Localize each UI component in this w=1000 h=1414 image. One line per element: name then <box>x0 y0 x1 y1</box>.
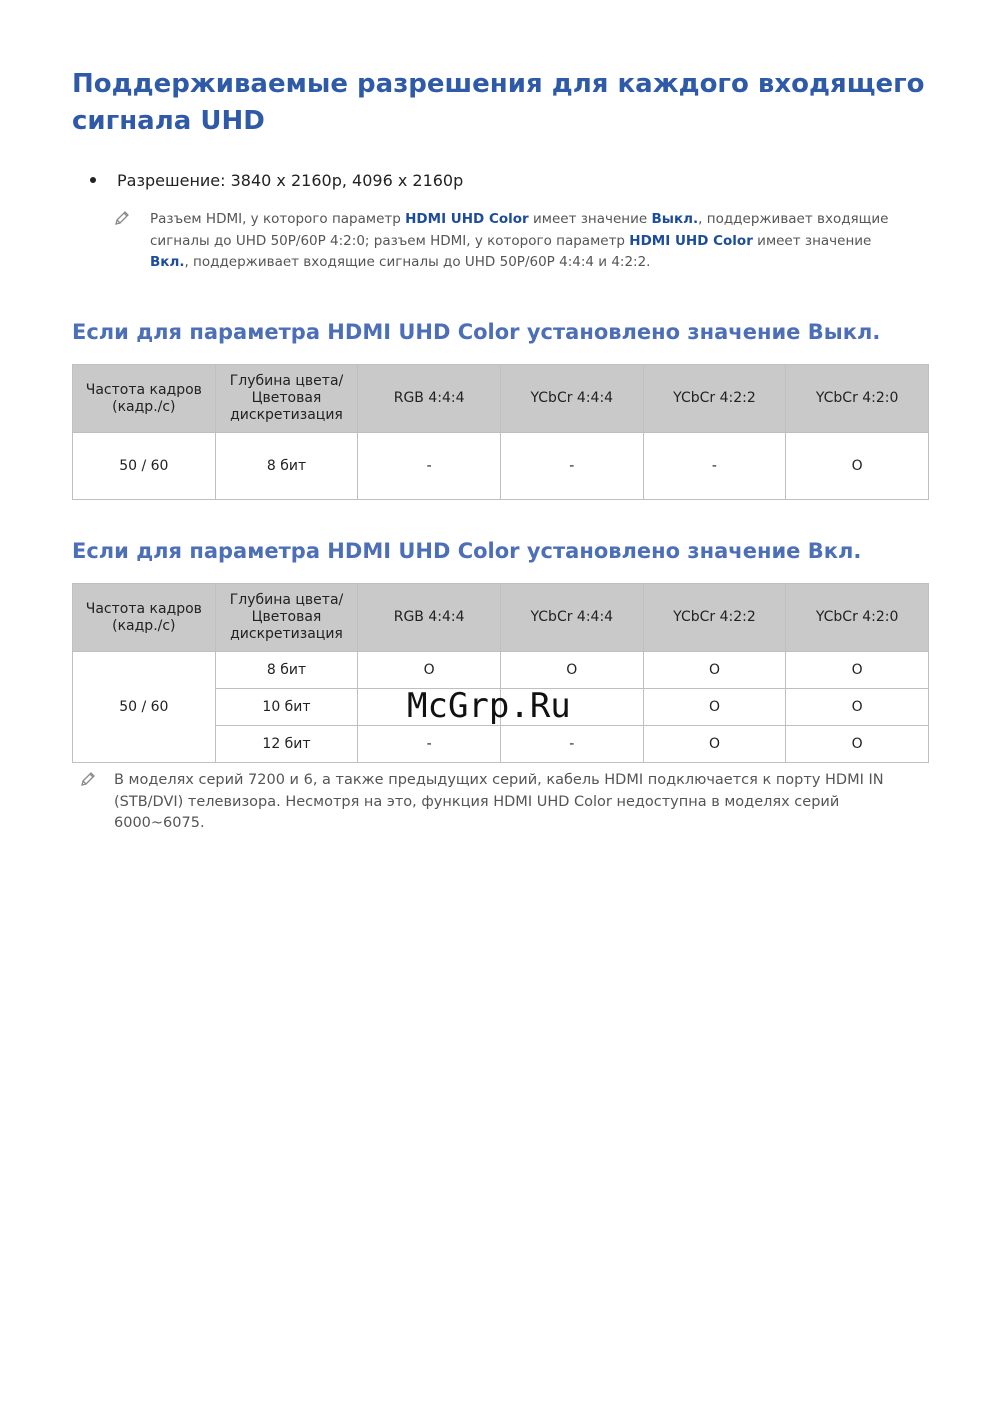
cell-ycbcr444: O <box>500 652 643 689</box>
header-ycbcr444: YCbCr 4:4:4 <box>500 584 643 652</box>
models-note: В моделях серий 7200 и 6, а также предыдущих серий, кабель HDMI подключается к порту HDMI IN (STB/DVI) телевизора. Несмотря на это, функция HDMI UHD Color недоступна в моделях серий 6000~6075. <box>114 772 884 831</box>
header-ycbcr422: YCbCr 4:2:2 <box>643 584 786 652</box>
cell-depth: 8 бит <box>215 433 358 500</box>
header-ycbcr420: YCbCr 4:2:0 <box>786 584 929 652</box>
cell-depth: 12 бит <box>215 726 358 763</box>
bullet-dot-icon <box>90 177 96 183</box>
page-title: Поддерживаемые разрешения для каждого входящего сигнала UHD <box>72 69 925 136</box>
cell-depth: 8 бит <box>215 652 358 689</box>
watermark: McGrp.Ru <box>407 686 571 726</box>
header-ycbcr422: YCbCr 4:2:2 <box>643 365 786 433</box>
note-keyword: HDMI UHD Color <box>629 232 753 249</box>
header-rgb444: RGB 4:4:4 <box>358 365 501 433</box>
cell-ycbcr420: O <box>786 726 929 763</box>
note-text: Разъем HDMI, у которого параметр <box>150 211 406 227</box>
cell-ycbcr422: O <box>643 652 786 689</box>
table-row <box>73 652 929 689</box>
header-frame-rate: Частота кадров (кадр./с) <box>73 584 216 652</box>
cell-rgb444: - <box>358 433 501 500</box>
cell-depth: 10 бит <box>215 689 358 726</box>
note-text: имеет значение <box>752 232 872 249</box>
cell-rgb444: - <box>358 726 501 763</box>
table-header-row <box>73 584 929 652</box>
header-ycbcr444: YCbCr 4:4:4 <box>500 365 643 433</box>
hdmi-note <box>150 209 910 274</box>
cell-ycbcr420: O <box>786 689 929 726</box>
note-keyword: HDMI UHD Color <box>405 211 529 227</box>
cell-rgb444: O <box>358 652 501 689</box>
note-keyword: Вкл. <box>150 254 185 270</box>
cell-ycbcr420: O <box>786 652 929 689</box>
pencil-icon <box>114 210 130 226</box>
cell-ycbcr420: O <box>786 433 929 500</box>
note-text: , поддерживает входящие сигналы до UHD 50P/60P 4:4:4 и 4:2:2. <box>184 254 651 270</box>
header-frame-rate: Частота кадров (кадр./с) <box>73 365 216 433</box>
note-keyword: Выкл. <box>651 211 699 227</box>
table-uhd-color-on <box>72 583 929 763</box>
cell-frame-rate: 50 / 60 <box>73 652 216 763</box>
table-row <box>73 433 929 500</box>
cell-ycbcr422: - <box>643 433 786 500</box>
header-color-depth: Глубина цвета/ Цветовая дискретизация <box>215 365 358 433</box>
section-title-off: Если для параметра HDMI UHD Color установлено значение Выкл. <box>72 320 881 344</box>
note-text: , поддерживает входящие сигналы до UHD 50P/60P 4:2:0; разъем HDMI, у которого параметр <box>150 211 889 249</box>
cell-frame-rate: 50 / 60 <box>73 433 216 500</box>
cell-ycbcr444: - <box>500 726 643 763</box>
header-color-depth: Глубина цвета/ Цветовая дискретизация <box>215 584 358 652</box>
header-ycbcr420: YCbCr 4:2:0 <box>786 365 929 433</box>
cell-ycbcr422: O <box>643 689 786 726</box>
resolution-text: Разрешение: 3840 x 2160p, 4096 x 2160p <box>117 171 464 190</box>
table-uhd-color-off <box>72 364 929 500</box>
pencil-icon <box>80 771 96 787</box>
cell-ycbcr444: - <box>500 433 643 500</box>
resolution-bullet <box>90 170 463 192</box>
table-header-row <box>73 365 929 433</box>
cell-ycbcr422: O <box>643 726 786 763</box>
section-title-on: Если для параметра HDMI UHD Color установлено значение Вкл. <box>72 539 862 563</box>
header-rgb444: RGB 4:4:4 <box>358 584 501 652</box>
note-text: имеет значение <box>528 211 652 227</box>
